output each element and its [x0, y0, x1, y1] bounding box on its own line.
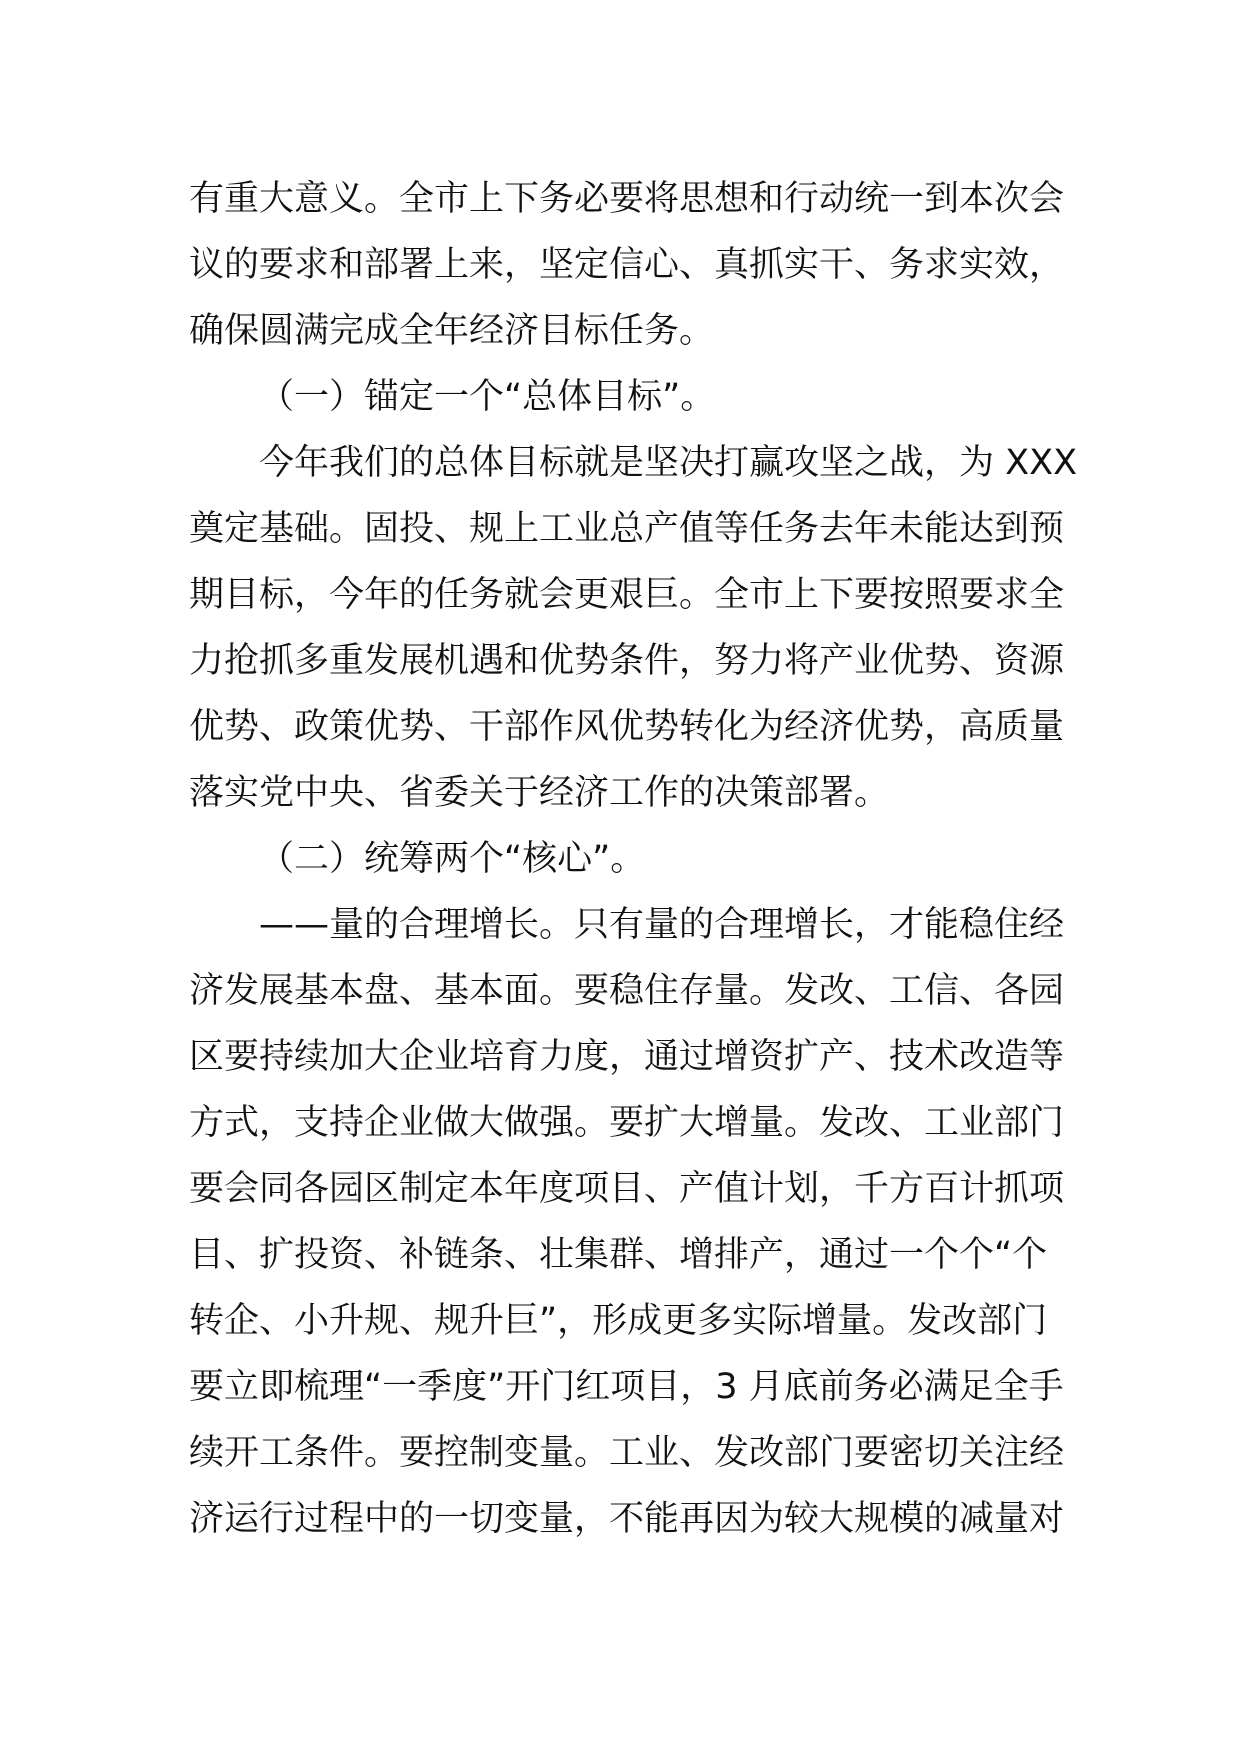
text-line: 奠定基础。固投、规上工业总产值等任务去年未能达到预: [189, 509, 1065, 549]
text-line: 续开工条件。要控制变量。工业、发改部门要密切关注经: [189, 1433, 1065, 1473]
text-line: 议的要求和部署上来，坚定信心、真抓实干、务求实效，: [189, 245, 1065, 285]
paragraph-overall-goal: [189, 430, 1078, 826]
text-line: 方式，支持企业做大做强。要扩大增量。发改、工业部门: [189, 1103, 1065, 1143]
text-line: 济发展基本盘、基本面。要稳住存量。发改、工信、各园: [189, 971, 1065, 1011]
text-line: 济运行过程中的一切变量，不能再因为较大规模的减量对: [189, 1499, 1065, 1539]
text-line: 要立即梳理“一季度”开门红项目，3 月底前务必满足全手: [189, 1367, 1064, 1407]
paragraph-intro: [189, 166, 1065, 364]
section-heading-2: [189, 826, 1059, 892]
text-line: 力抢抓多重发展机遇和优势条件，努力将产业优势、资源: [189, 641, 1065, 681]
text-line: 转企、小升规、规升巨”，形成更多实际增量。发改部门: [189, 1301, 1048, 1341]
section-heading-1: [189, 364, 1059, 430]
text-line: 有重大意义。全市上下务必要将思想和行动统一到本次会: [189, 179, 1065, 219]
text-line: 落实党中央、省委关于经济工作的决策部署。: [189, 773, 890, 813]
text-line: 期目标，今年的任务就会更艰巨。全市上下要按照要求全: [189, 575, 1065, 615]
heading-text: （一）锚定一个“总体目标”。: [259, 377, 716, 417]
paragraph-growth: [189, 892, 1065, 1552]
text-line: 要会同各园区制定本年度项目、产值计划，千方百计抓项: [189, 1169, 1065, 1209]
text-line: 优势、政策优势、干部作风优势转化为经济优势，高质量: [189, 707, 1065, 747]
text-line: 目、扩投资、补链条、壮集群、增排产，通过一个个“个: [189, 1235, 1048, 1275]
text-line: 今年我们的总体目标就是坚决打赢攻坚之战，为 XXX: [259, 443, 1078, 483]
text-line: 确保圆满完成全年经济目标任务。: [189, 311, 715, 351]
heading-text: （二）统筹两个“核心”。: [259, 839, 646, 879]
text-line: 区要持续加大企业培育力度，通过增资扩产、技术改造等: [189, 1037, 1065, 1077]
text-line: ——量的合理增长。只有量的合理增长，才能稳住经: [259, 905, 1065, 945]
document-body: [189, 166, 1078, 1552]
